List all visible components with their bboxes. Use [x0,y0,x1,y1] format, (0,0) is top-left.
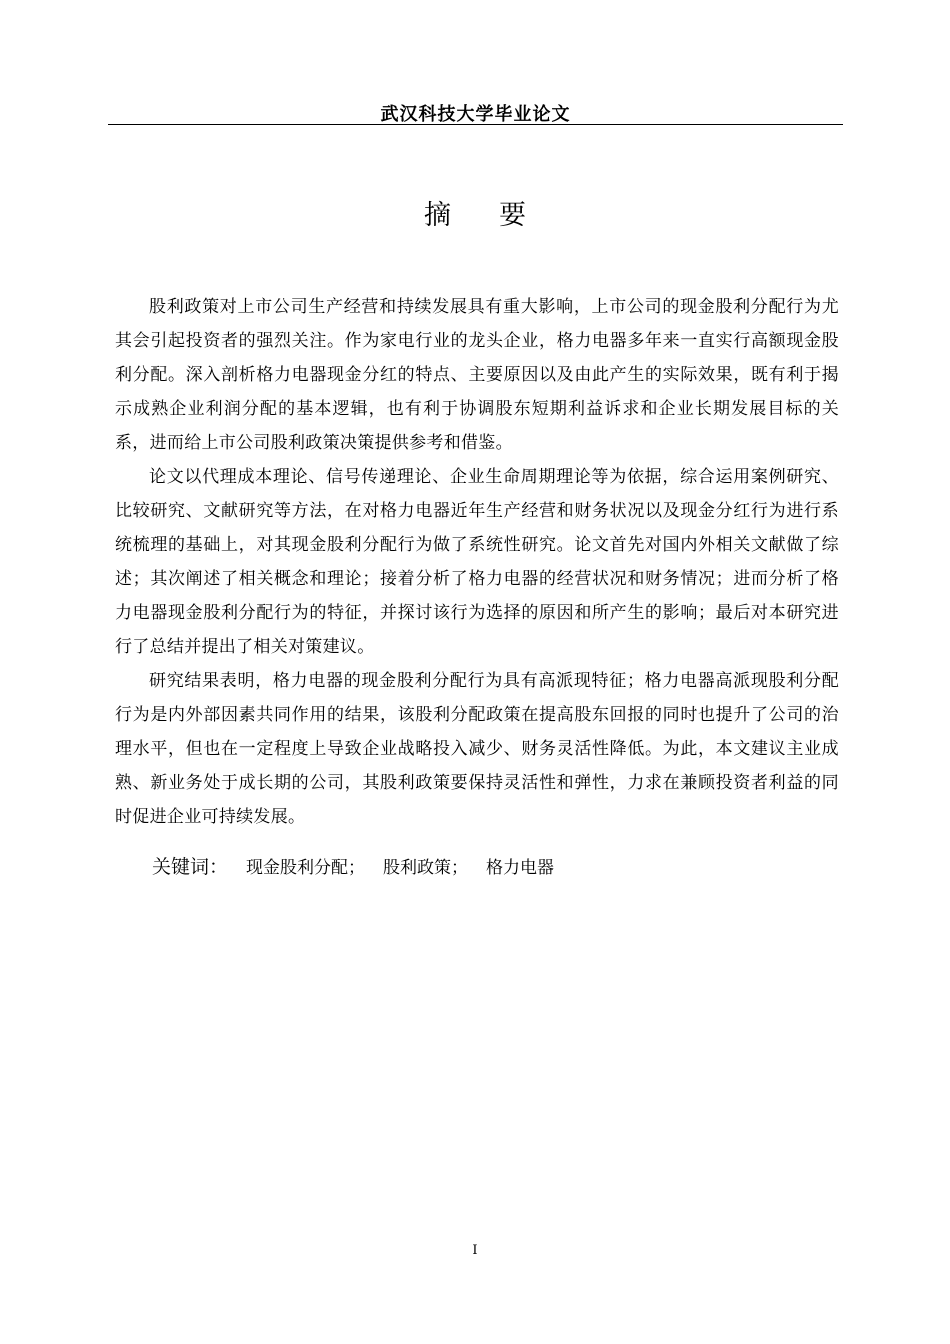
keyword-item: 格力电器 [486,858,555,878]
abstract-title: 摘要 [424,200,574,231]
keywords-line [152,852,554,883]
abstract-paragraph: 论文以代理成本理论、信号传递理论、企业生命周期理论等为依据，综合运用案例研究、比较研究、文献研究等方法，在对格力电器近年生产经营和财务状况以及现金分红行为进行系统梳理的基础上，对其现金股利分配行为做了系统性研究。论文首先对国内外相关文献做了综述；其次阐述了相关概念和理论；接着分析了格力电器的经营状况和财务情况；进而分析了格力电器现金股利分配行为的特征，并探讨该行为选择的原因和所产生的影响；最后对本研究进行了总结并提出了相关对策建议。 [115,467,839,657]
abstract-paragraph: 股利政策对上市公司生产经营和持续发展具有重大影响，上市公司的现金股利分配行为尤其会引起投资者的强烈关注。作为家电行业的龙头企业，格力电器多年来一直实行高额现金股利分配。深入剖析格力电器现金分红的特点、主要原因以及由此产生的实际效果，既有利于揭示成熟企业利润分配的基本逻辑，也有利于协调股东短期利益诉求和企业长期发展目标的关系，进而给上市公司股利政策决策提供参考和借鉴。 [115,297,839,453]
page-header [108,92,843,125]
keyword-item: 股利政策； [383,858,469,878]
abstract-paragraph: 研究结果表明，格力电器的现金股利分配行为具有高派现特征；格力电器高派现股利分配行为是内外部因素共同作用的结果，该股利分配政策在提高股东回报的同时也提升了公司的治理水平，但也在一定程度上导致企业战略投入减少、财务灵活性降低。为此，本文建议主业成熟、新业务处于成长期的公司，其股利政策要保持灵活性和弹性，力求在兼顾投资者利益的同时促进企业可持续发展。 [115,671,839,827]
keyword-item: 现金股利分配； [246,858,366,878]
header-title: 武汉科技大学毕业论文 [380,104,571,125]
abstract-body [115,290,839,834]
page-number: I [472,1243,478,1258]
keywords-label: 关键词： [152,856,229,878]
